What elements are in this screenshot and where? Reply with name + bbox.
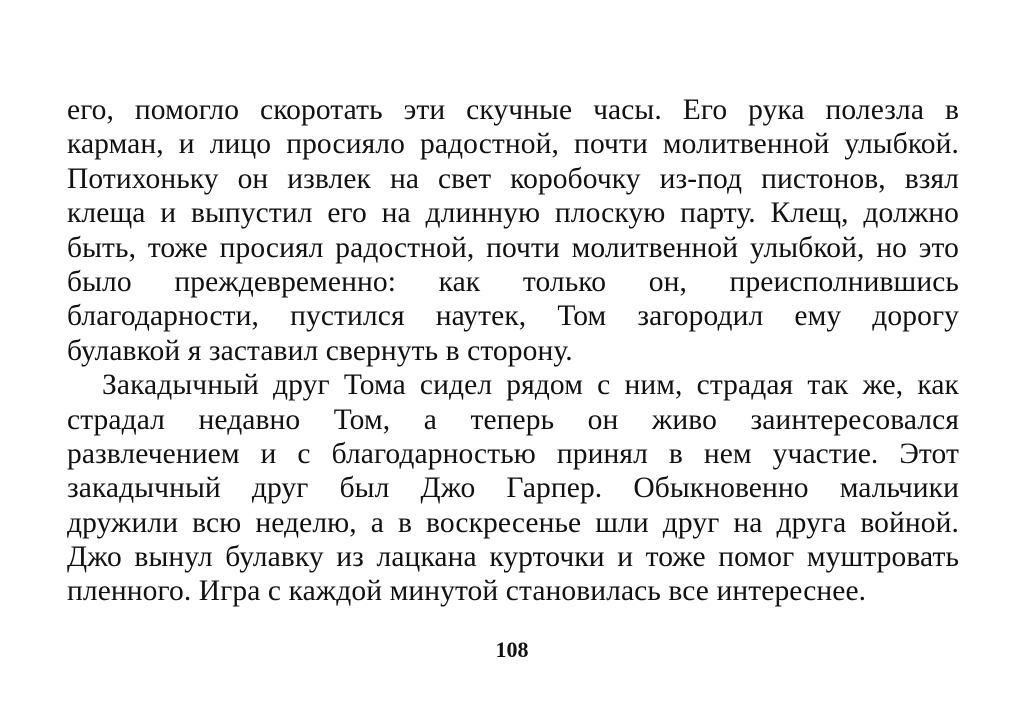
page-number: 108 (495, 637, 529, 662)
text-line: страдал недавно Том, а теперь он живо заинтересовался (67, 403, 959, 436)
text-line: карман, и лицо просияло радостной, почти молитвенной улыбкой. (67, 128, 959, 161)
text-line: было преждевременно: как только он, преисполнившись (67, 265, 959, 298)
paragraph-1 (67, 93, 959, 368)
text-line: клеща и выпустил его на длинную плоскую парту. Клещ, должно (67, 197, 959, 230)
text-line: Потихоньку он извлек на свет коробочку из-под пистонов, взял (67, 162, 959, 195)
text-line: Джо вынул булавку из лацкана курточки и тоже помог муштровать (67, 541, 959, 574)
text-line: булавкой я заставил свернуть в сторону. (67, 334, 573, 367)
text-line: закадычный друг был Джо Гарпер. Обыкновенно мальчики (67, 472, 959, 505)
text-line: благодарности, пустился наутек, Том загородил ему дорогу (67, 300, 959, 333)
page-body (67, 93, 959, 609)
text-line: его, помогло скоротать эти скучные часы. Его рука полезла в (67, 94, 959, 126)
text-line: дружили всю неделю, а в воскресенье шли друг на друга войной. (67, 506, 959, 539)
text-line: пленного. Игра с каждой минутой становилась все интереснее. (67, 575, 867, 608)
text-line: быть, тоже просиял радостной, почти молитвенной улыбкой, но это (67, 231, 959, 264)
paragraph-2 (67, 368, 959, 609)
text-line: Закадычный друг Тома сидел рядом с ним, страдая так же, как (102, 369, 959, 402)
text-line: развлечением и с благодарностью принял в нем участие. Этот (67, 437, 959, 470)
